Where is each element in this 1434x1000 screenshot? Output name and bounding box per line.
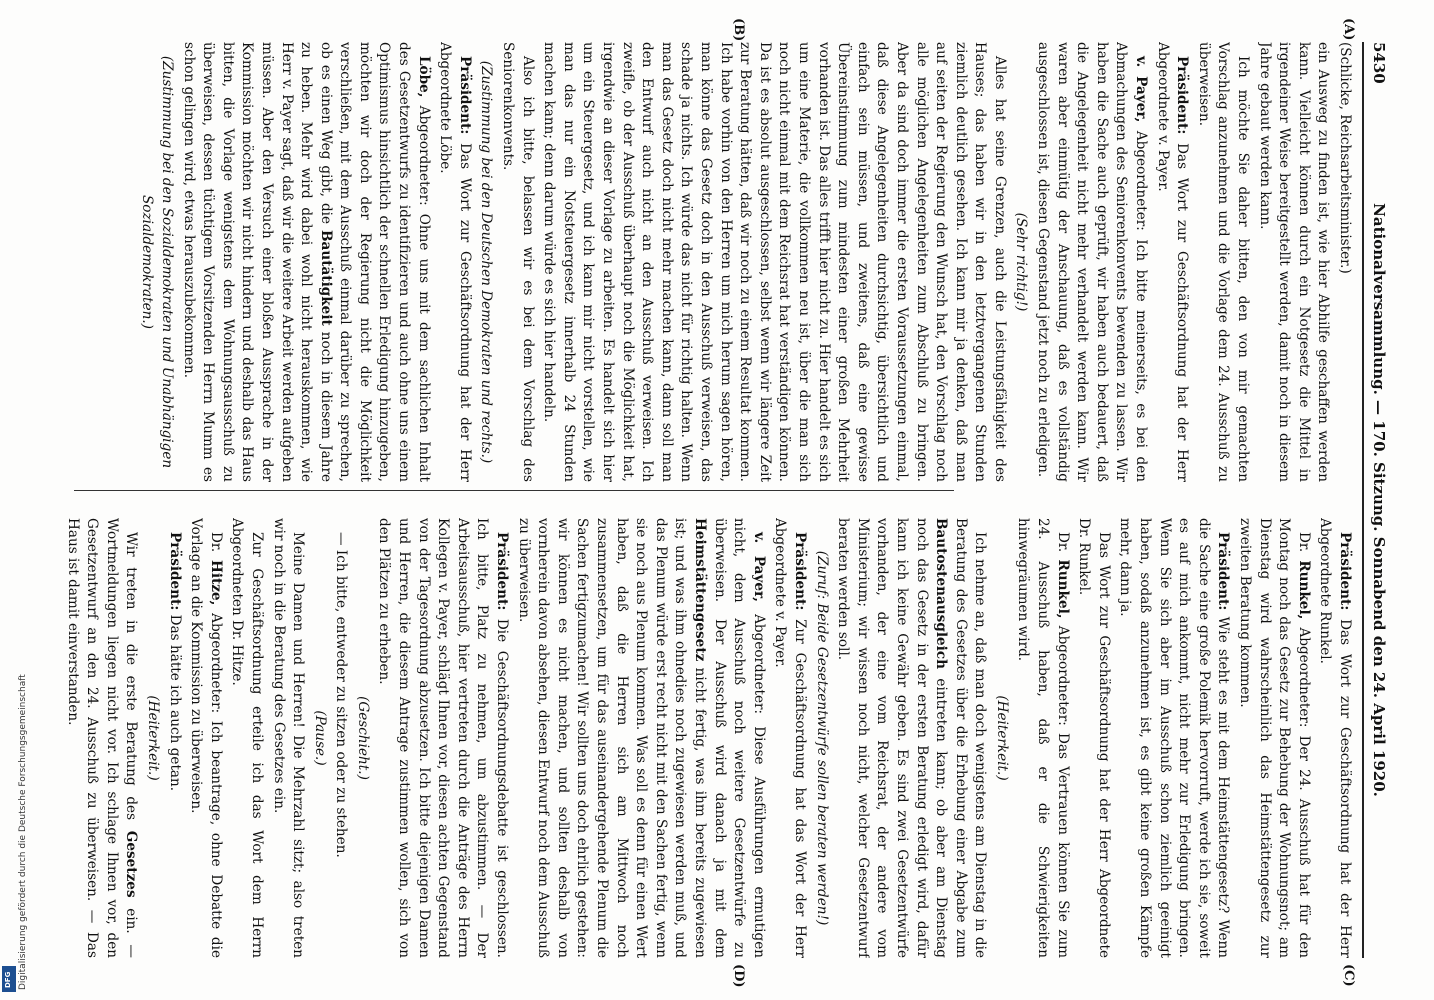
- paragraph: Dr. Runkel, Abgeordneter: Das Vertrauen können Sie zum 24. Ausschuß haben, daß er die Schwierigkeiten hinwegräumen wird.: [1015, 518, 1071, 958]
- stage-direction: (Pause.): [311, 710, 328, 766]
- column-divider: [74, 490, 954, 491]
- paragraph: Ich nehme an, daß man doch wenigstens am Dienstag in die Beratung des Gesetzes über die Erhebung einer Abgabe zum Bautostenausgleich eintreten kann; ob aber am Dienstag noch das Gesetz in der ersten Beratung erledigt wird, dafür kann ich keine Gewähr geben. Es sind zwei Gesetzentwürfe vorhanden, der eine vom Reichsrat, der andere vom Ministerium; wir wissen noch nicht, welcher Gesetzentwurf beraten werden soll.: [835, 518, 989, 958]
- paragraph: Präsident: Zur Geschäftsordnung hat das Wort der Herr Abgeordnete v. Payer.: [772, 518, 808, 958]
- paragraph: Präsident: Die Geschäftsordnungsdebatte ist geschlossen. Ich bitte, Platz zu nehmen, um abzustimmen. — Der Arbeitsausschuß, hier vertreten durch die Anträge des Herrn Kollegen v. Payer, schlägt Ihnen vor, diesen achten Gegenstand von der Tagesordnung abzusetzen. Ich bitte diejenigen Damen und Herren, die diesem Antrage zustimmen wollen, sich von den Plätzen zu erheben.: [376, 518, 511, 958]
- stage-direction: (Heiterkeit.): [993, 695, 1010, 781]
- paragraph: Dr. Hitze, Abgeordneter: Ich beantrage, ohne Debatte die Vorlage an die Kommission zu überweisen.: [188, 518, 224, 958]
- page-number: 5430: [1370, 42, 1388, 84]
- stage-direction: (Zustimmung bei den Sozialdemokraten und Unabhängigen Sozialdemokraten.): [139, 55, 175, 469]
- margin-marker-c: (C): [1341, 964, 1356, 987]
- paragraph: Präsident: Das hätte ich auch getan.: [166, 532, 183, 792]
- paragraph: v. Payer, Abgeordneter: Diese Ausführungen ermutigen nicht, dem Ausschuß noch weitere Gesetzentwürfe zu überweisen. Der Ausschuß wird danach ja mit dem Heimstättengesetz nicht fertig, was ihm bereits zugewiesen ist; und was ihm ohnedies noch zugewiesen werden muß, und das Plenum würde erst recht nicht mit den Sachen fertig, wenn sie noch aus Plenum kommen. Was soll es denn für einen Wert haben, daß die Herren sich am Mittwoch noch zusammensetzen, um für das auseinandergehende Plenum die Sachen fertigzumachen! Wir sollten uns doch ehrlich gestehen: wir können es nicht machen, und sollten deshalb von vornherein davon absehen, diesen Entwurf noch dem Ausschuß zu überweisen.: [515, 518, 767, 958]
- paragraph: v. Payer, Abgeordneter: Ich bitte meinerseits, es bei den Abmachungen des Seniorenkonvents bewenden zu lassen. Wir haben die Sache auch geprüft, wir haben auch bedauert, daß die Angelegenheit nicht mehr verhandelt werden kann. Wir waren aber einmütig der Anschauung, daß es vollständig ausgeschlossen ist, diesen Gegenstand jetzt noch zu erledigen.: [1035, 42, 1150, 482]
- paragraph: Alles hat seine Grenzen, auch die Leistungsfähigkeit des Hauses; das haben wir in den letztvergangenen Stunden ziemlich deutlich gesehen. Ich kann mir ja denken, daß man auf seiten der Regierung den Wunsch hat, den Vorschlag noch alle möglichen Angelegenheiten zum Abschluß zu bringen. Aber da sind doch immer die ersten Voraussetzungen einmal, daß diese Angelegenheiten durchsichtig, übersichtlich und einfach sein müssen, und zweitens, daß eine gewisse Übereinstimmung zum mindesten einer großen Mehrheit vorhanden ist. Das alles trifft hier nicht zu. Hier handelt es sich um eine Materie, die vollkommen neu ist, über die man sich noch nicht einmal mit dem Reichsrat hat verständigen können. Da ist es absolut ausgeschlossen, selbst wenn wir längere Zeit zur Beratung hätten, daß wir noch zu einem Resultat kommen. Ich habe vorhin von den Herren um mich herum sagen hören, man könne das Gesetz doch in den Ausschuß verweisen, das schade ja nichts. Ich würde das nicht für richtig halten. Wenn man das Gesetz doch nicht mehr machen kann, dann soll man den Entwurf auch nicht an den Ausschuß verweisen. Ich zweifle, ob der Ausschuß überhaupt noch die Möglichkeit hat, irgendwie an dieser Vorlage zu arbeiten. Es handelt sich hier um ein Steuergesetz, und ich kann mir nicht vorstellen, wie man das nur ein Notsteuergesetz innerhalb 24 Stunden machen kann; denn darum würde es sich hier handeln.: [541, 42, 1008, 482]
- margin-marker-a: (A): [1341, 18, 1356, 41]
- stage-direction: (Sehr richtig!): [1013, 212, 1030, 312]
- paragraph: (Schlicke, Reichsarbeitsminister.): [1337, 42, 1353, 274]
- paragraph: Zur Geschäftsordnung erteile ich das Wort dem Herrn Abgeordneten Dr. Hitze.: [229, 518, 265, 958]
- paragraph: Ich möchte Sie daher bitten, den von mir gemachten Vorschlag anzunehmen und die Vorlage dem 24. Ausschuß zu überweisen.: [1195, 42, 1252, 482]
- paragraph: ein Ausweg zu finden ist, wie hier Abhilfe geschaffen werden kann. Vielleicht können durch ein Notgesetz die Mittel in irgendeiner Weise bereitgestellt werden, damit noch in diesem Jahre gebaut werden kann.: [1256, 42, 1332, 482]
- paragraph: Meine Damen und Herren! Die Mehrzahl sitzt; also treten wir noch in die Beratung des Gesetzes ein.: [270, 518, 307, 958]
- stage-direction: (Zuruf: Beide Gesetzentwürfe sollen beraten werden!): [813, 550, 830, 926]
- paragraph: — Ich bitte, entweder zu sitzen oder zu stehen.: [333, 532, 350, 858]
- left-text-column: [54, 42, 1354, 482]
- digitization-credit: [4, 600, 28, 990]
- credit-text: Digitalisierung gefördert durch die Deutsche Forschungsgemeinschaft: [18, 674, 28, 990]
- paragraph: Das Wort zur Geschäftsordnung hat der Herr Abgeordnete Dr. Runkel.: [1076, 518, 1112, 958]
- paragraph: Präsident: Das Wort zur Geschäftsordnung hat der Herr Abgeordnete v. Payer.: [1154, 42, 1191, 482]
- right-text-column: [54, 518, 1354, 958]
- page-header: [1362, 42, 1390, 958]
- margin-marker-b: (B): [731, 18, 746, 42]
- paragraph: Wir treten in die erste Beratung des Gesetzes ein. — Wortmeldungen liegen nicht vor. Ich schlage Ihnen vor, den Gesetzentwurf an den 24. Ausschuß zu überweisen. — Das Haus ist damit einverstanden.: [64, 518, 140, 958]
- paragraph: Löbe, Abgeordneter: Ohne uns mit dem sachlichen Inhalt des Gesetzentwurfs zu identifizieren und auch ohne uns einem Optimismus hinsichtlich der schnellen Erledigung hinzugeben, möchten wir doch der Regierung nicht die Möglichkeit verschließen, mit dem Ausschuß einmal darüber zu sprechen, ob es einen Weg gibt, die Bautätigkeit noch in diesem Jahre zu heben. Mehr wird dabei wohl nicht herauskommen, wie Herr v. Payer sagt, daß wir die weitere Arbeit werden aufgeben müssen. Aber den Versuch einer bloßen Aussprache in der Kommission möchten wir nicht hindern und deshalb das Haus bitten, die Vorlage wenigstens dem Wohnungsausschuß zu überweisen, dessen tüchtigem Vorsitzenden Herrn Mumm es schon gelingen wird, etwas herauszubekommen.: [180, 42, 432, 482]
- stage-direction: (Zustimmung bei den Deutschen Demokraten und rechts.): [478, 60, 495, 464]
- running-title: Nationalversammlung. — 170. Sitzung. Sonnabend den 24. April 1920.: [1370, 203, 1388, 797]
- dfg-logo: DFG: [2, 966, 16, 992]
- stage-direction: (Heiterkeit.): [144, 695, 161, 781]
- paragraph: Präsident: Das Wort zur Geschäftsordnung hat der Herr Abgeordnete Runkel.: [1317, 518, 1353, 958]
- paragraph: Also ich bitte, belassen wir es bei dem Vorschlag des Seniorenkonvents.: [500, 42, 536, 482]
- paragraph: Dr. Runkel, Abgeordneter: Der 24. Ausschuß hat für den Montag noch das Gesetz zur Behebung der Wohnungsnot; am Dienstag wird wahrscheinlich das Heimstättengesetz zur zweiten Beratung kommen.: [1237, 518, 1312, 958]
- paragraph: Präsident: Das Wort zur Geschäftsordnung hat der Herr Abgeordnete Löbe.: [437, 42, 473, 482]
- stage-direction: (Geschieht.): [354, 696, 371, 780]
- paragraph: Präsident: Wie steht es mit dem Heimstättengesetz? Wenn die Sache eine große Polemik hervorruft, werde ich sie, soweit es auf mich ankommt, nicht mehr zur Erledigung bringen. Wenn Sie sich aber im Ausschuß schon ziemlich geeinigt haben, sodaß anzunehmen ist, es gibt keine großen Kämpfe mehr, dann ja.: [1117, 518, 1232, 958]
- margin-marker-d: (D): [731, 964, 746, 988]
